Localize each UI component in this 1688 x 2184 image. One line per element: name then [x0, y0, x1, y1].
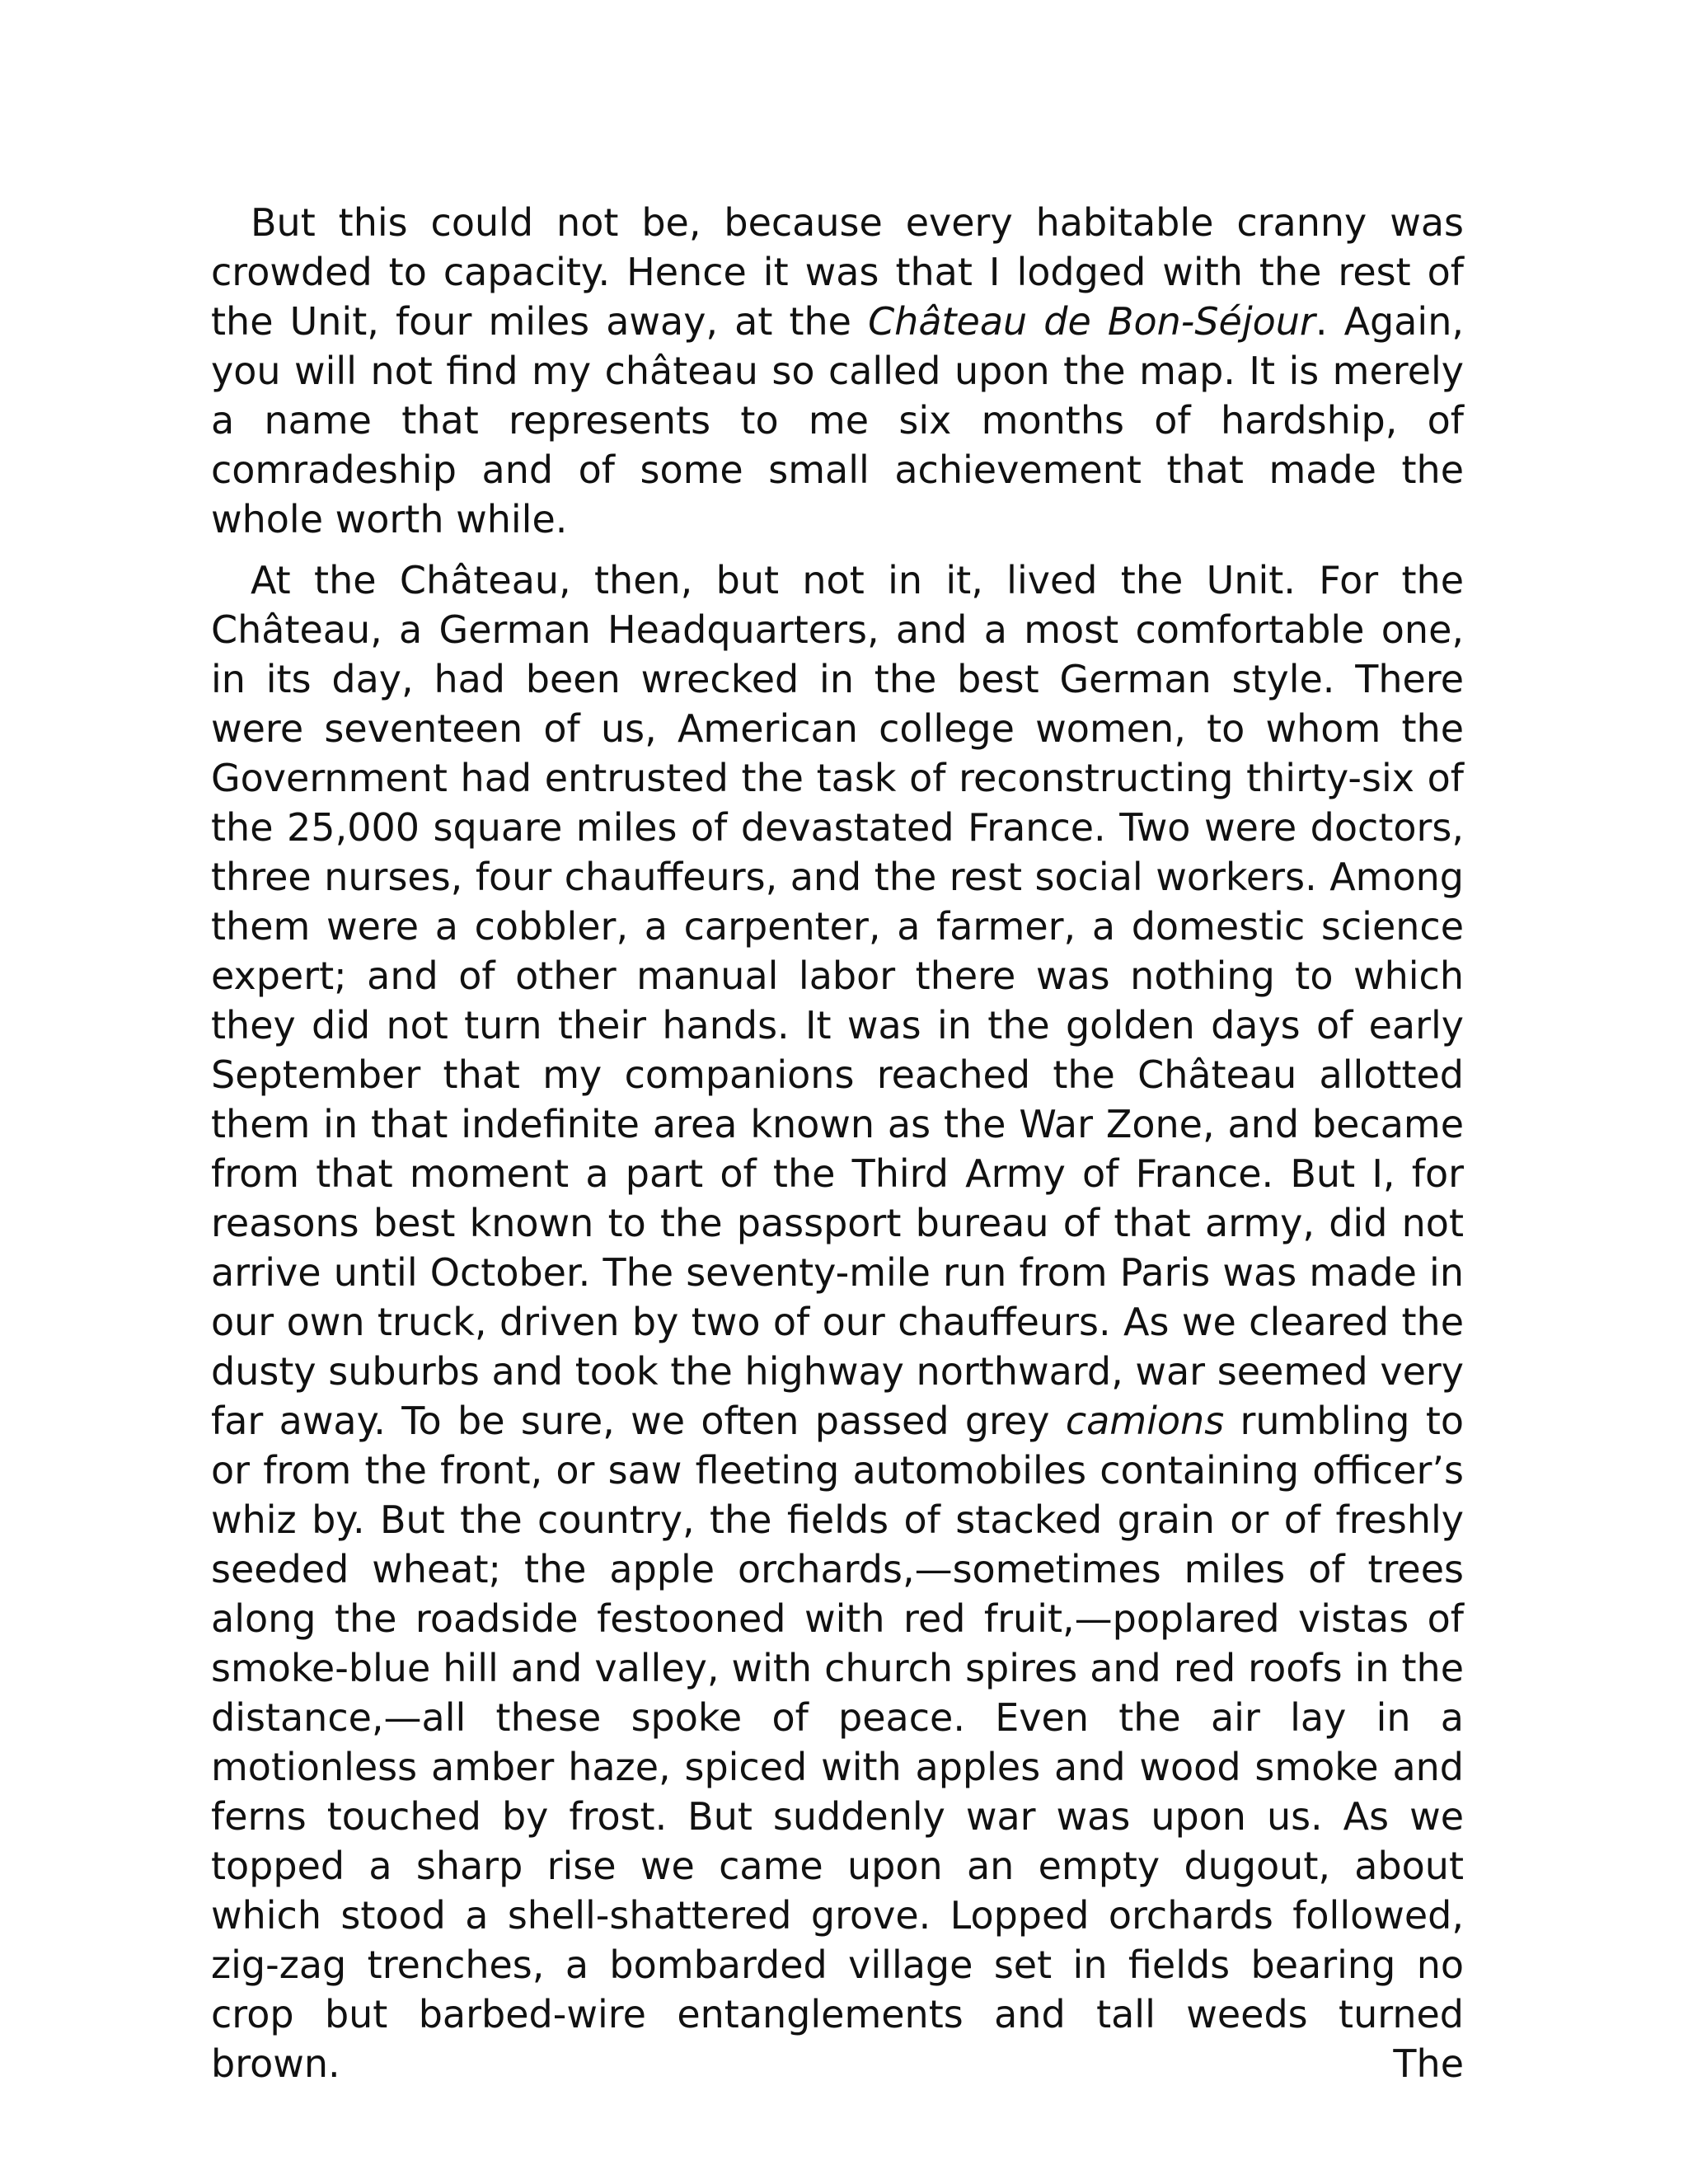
camions-italic: camions: [1065, 1399, 1225, 1443]
paragraph-1-text-2: . Again, you will not find my château so called upon the map. It is merely a name that represents to me six months of hardship, of comradeship and of some small achievement that made the whole worth while.: [211, 299, 1464, 541]
paragraph-2-text-1: At the Château, then, but not in it, lived the Unit. For the Château, a German Headquarters, and a most comfortable one, in its day, had been wrecked in the best German style. There were seventeen of us, American college women, to whom the Government had entrusted the task of reconstructing thirty-six of the 25,000 square miles of devastated France. Two were doctors, three nurses, four chauffeurs, and the rest social workers. Among them were a cobbler, a carpenter, a farmer, a domestic science expert; and of other manual labor there was nothing to which they did not turn their hands. It was in the golden days of early September that my companions reached the Château allotted them in that indefinite area known as the War Zone, and became from that moment a part of the Third Army of France. But I, for reasons best known to the passport bureau of that army, did not arrive until October. The seventy-mile run from Paris was made in our own truck, driven by two of our chauffeurs. As we cleared the dusty suburbs and took the highway northward, war seemed very far away. To be sure, we often passed grey: [211, 558, 1464, 1443]
paragraph-1: [211, 198, 1464, 544]
paragraph-1-text-1: But this could not be, because every habitable cranny was crowded to capacity. Hence it was that I lodged with the rest of the Unit, four miles away, at the: [211, 200, 1464, 344]
paragraph-2-text-2: rumbling to or from the front, or saw fleeting automobiles containing officer’s whiz by. But the country, the fields of stacked grain or of freshly seeded wheat; the apple orchards,—sometimes miles of trees along the roadside festooned with red fruit,—poplared vistas of smoke-blue hill and valley, with church spires and red roofs in the distance,—all these spoke of peace. Even the air lay in a motionless amber haze, spiced with apples and wood smoke and ferns touched by frost. But suddenly war was upon us. As we topped a sharp rise we came upon an empty dugout, about which stood a shell-shattered grove. Lopped orchards followed, zig-zag trenches, a bombarded village set in fields bearing no crop but barbed-wire entanglements and tall weeds turned brown. The: [211, 1399, 1465, 2086]
chateau-name-italic: Château de Bon-Séjour: [868, 299, 1315, 344]
document-page: [211, 198, 1464, 2100]
paragraph-2: [211, 555, 1464, 2088]
